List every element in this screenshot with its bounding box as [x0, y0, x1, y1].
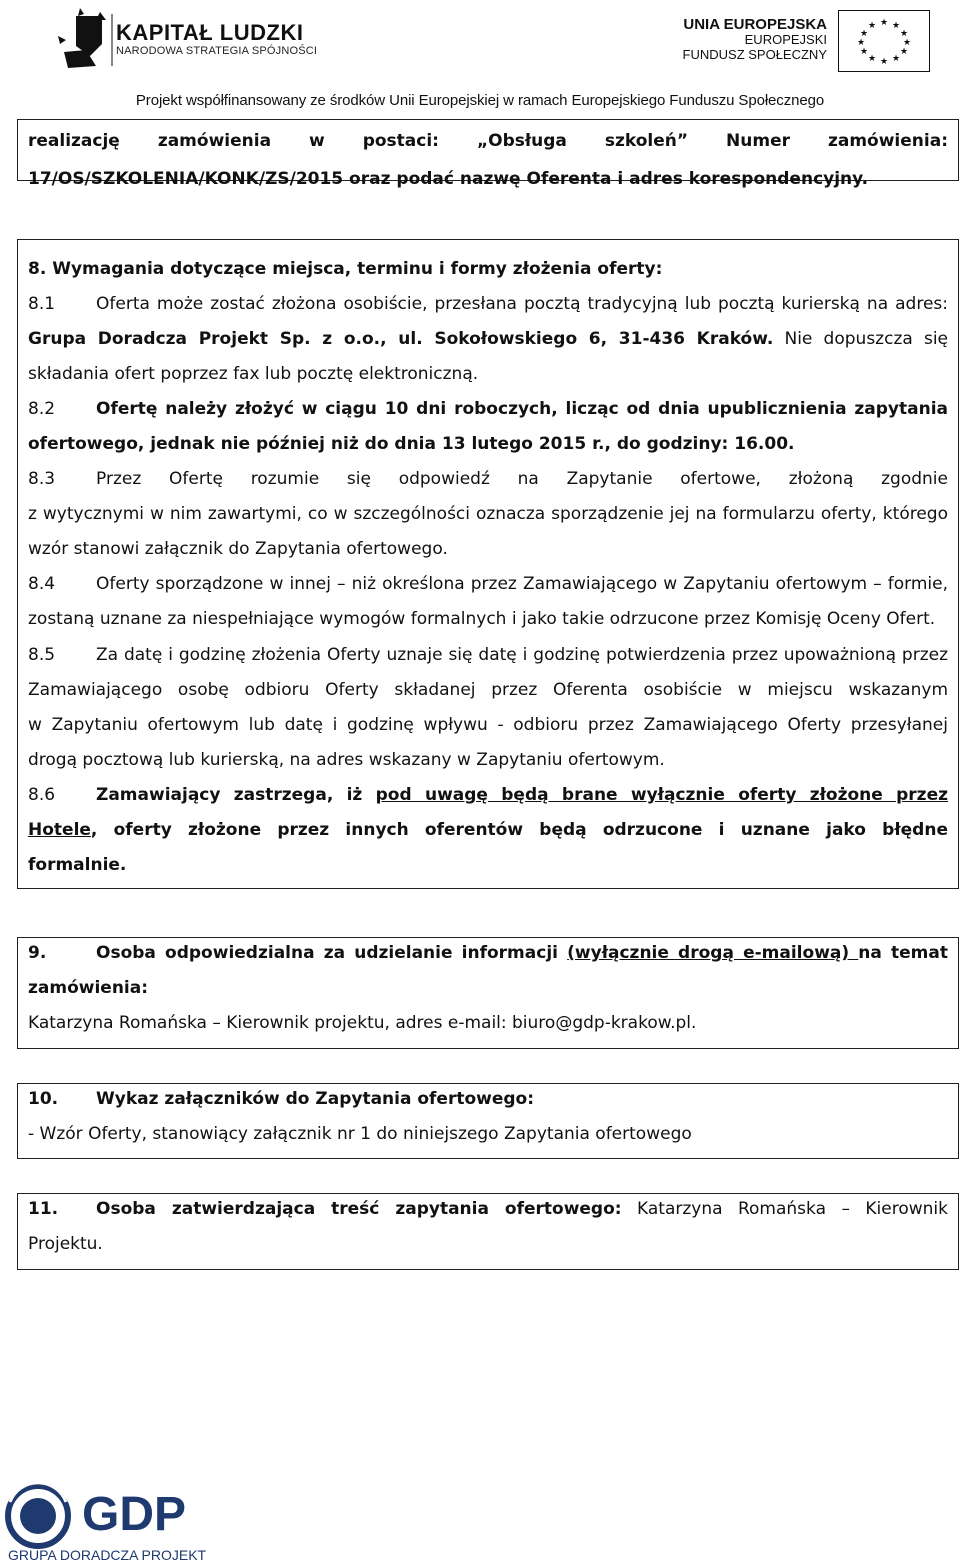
eu-flag-icon: [838, 10, 930, 72]
section-8-5-line2: Zamawiającego osobę odbioru Oferty składanej przez Oferenta osobiście w miejscu wskazanym: [28, 680, 948, 700]
section-11-number: 11.: [28, 1199, 59, 1219]
section-10-item: - Wzór Oferty, stanowiący załącznik nr 1 do niniejszego Zapytania ofertowego: [28, 1124, 692, 1144]
svg-text:★: ★: [891, 21, 901, 31]
svg-text:★: ★: [856, 38, 866, 48]
section-8-6-line1: [28, 785, 948, 805]
section-8-6-line2: [28, 820, 948, 840]
section-8-3-number: 8.3: [28, 469, 56, 489]
section-8-6-text: Zamawiający zastrzega, iż: [96, 785, 376, 805]
section-9-title-text: Osoba odpowiedzialna za udzielanie informacji: [96, 943, 568, 963]
section-8-5-text: Za datę i godzinę złożenia Oferty uznaje się datę i godzinę potwierdzenia przez upoważnioną przez: [96, 645, 948, 665]
section-11-value: Katarzyna Romańska – Kierownik: [621, 1199, 948, 1219]
section-8-2-line1: [28, 399, 948, 419]
hotels-underlined: Hotele: [28, 820, 91, 840]
svg-text:★: ★: [879, 57, 889, 67]
gdp-logo-icon: [0, 1460, 240, 1566]
section-9-contact: Katarzyna Romańska – Kierownik projektu, adres e-mail: biuro@gdp-krakow.pl.: [28, 1013, 697, 1033]
section-11-title: Osoba zatwierdzająca treść zapytania ofertowego:: [96, 1199, 622, 1219]
section-8-6-line3: formalnie.: [28, 855, 127, 875]
ue-fund-line2: FUNDUSZ SPOŁECZNY: [682, 47, 827, 62]
section-9-number: 9.: [28, 943, 47, 963]
section-9-title: [28, 943, 948, 963]
section-8-4-text: Oferty sporządzone w innej – niż określona przez Zamawiającego w Zapytaniu ofertowym – formie,: [96, 574, 948, 594]
section-8-title: 8. Wymagania dotyczące miejsca, terminu i formy złożenia oferty:: [28, 259, 663, 279]
email-only-underlined: (wyłącznie drogą e-mailową): [567, 943, 859, 963]
svg-text:★: ★: [867, 54, 877, 64]
submission-address: Grupa Doradcza Projekt Sp. z o.o., ul. Sokołowskiego 6, 31-436 Kraków.: [28, 329, 774, 349]
section-8-1-text: Oferta może zostać złożona osobiście, przesłana pocztą tradycyjną lub pocztą kurierską na adres:: [96, 294, 948, 314]
ue-title: UNIA EUROPEJSKA: [683, 16, 827, 33]
svg-text:★: ★: [879, 18, 889, 28]
kapital-ludzki-title: KAPITAŁ LUDZKI: [116, 20, 304, 45]
section-8-1-line2: [28, 329, 948, 349]
gdp-logo-subtitle: GRUPA DORADCZA PROJEKT: [8, 1547, 207, 1563]
svg-text:★: ★: [859, 47, 869, 57]
section-8-3-line3: wzór stanowi załącznik do Zapytania ofertowego.: [28, 539, 448, 559]
svg-text:★: ★: [902, 38, 912, 48]
section-8-2-text: Ofertę należy złożyć w ciągu 10 dni roboczych, licząc od dnia upublicznienia zapytania: [96, 399, 948, 419]
section-8-4-line2: zostaną uznane za niespełniające wymogów formalnych i jako takie odrzucone przez Komisję Oceny Ofert.: [28, 609, 936, 629]
section-8-3-line2: z wytycznymi w nim zawartymi, co w szczególności oznacza sporządzenie jej na formularzu oferty, którego: [28, 504, 948, 524]
section-8-4-line1: [28, 574, 948, 594]
section-8-1-line1: [28, 294, 948, 314]
gdp-logo-text: GDP: [82, 1488, 187, 1541]
section-10-title: [28, 1089, 948, 1109]
section-8-1-line3: składania ofert poprzez fax lub pocztę elektroniczną.: [28, 364, 479, 384]
svg-text:★: ★: [899, 47, 909, 57]
section-8-2-line2: ofertowego, jednak nie później niż do dnia 13 lutego 2015 r., do godziny: 16.00.: [28, 434, 795, 454]
section-10-number: 10.: [28, 1089, 59, 1109]
section-9-title-line2: zamówienia:: [28, 978, 149, 998]
section-8-4-number: 8.4: [28, 574, 56, 594]
section-8-6-text-rest: , oferty złożone przez innych oferentów będą odrzucone i uznane jako błędne: [90, 820, 948, 840]
section-8-6-number: 8.6: [28, 785, 56, 805]
section-8-5-line1: [28, 645, 948, 665]
kapital-ludzki-subtitle: NARODOWA STRATEGIA SPÓJNOŚCI: [116, 45, 318, 57]
section-11-line2: Projektu.: [28, 1234, 103, 1254]
svg-text:★: ★: [867, 21, 877, 31]
order-reference-line1: realizację zamówienia w postaci: „Obsługa szkoleń” Numer zamówienia:: [28, 131, 948, 151]
section-8-5-number: 8.5: [28, 645, 56, 665]
section-9-title-end: na temat: [858, 943, 948, 963]
svg-text:★: ★: [899, 29, 909, 39]
page-header: [0, 0, 960, 116]
ue-fund-line1: EUROPEJSKI: [744, 32, 827, 47]
section-11-line1: [28, 1199, 948, 1219]
section-10-title-text: Wykaz załączników do Zapytania ofertowego:: [96, 1089, 535, 1109]
order-reference-line2: 17/OS/SZKOLENIA/KONK/ZS/2015 oraz podać nazwę Oferenta i adres korespondencyjny.: [28, 169, 869, 189]
section-8-5-line3: w Zapytaniu ofertowym lub datę i godzinę wpływu - odbioru przez Zamawiającego Oferty przesyłanej: [28, 715, 948, 735]
section-8-1-number: 8.1: [28, 294, 56, 314]
svg-text:★: ★: [891, 54, 901, 64]
section-8-3-text: Przez Ofertę rozumie się odpowiedź na Zapytanie ofertowe, złożoną zgodnie: [96, 469, 948, 489]
section-8-6-underlined: pod uwagę będą brane wyłącznie oferty złożone przez: [375, 785, 948, 805]
section-8-3-line1: [28, 469, 948, 489]
section-8-5-line4: drogą pocztową lub kurierską, na adres wskazany w Zapytaniu ofertowym.: [28, 750, 665, 770]
section-8-1-text-rest: Nie dopuszcza się: [773, 329, 948, 349]
svg-text:★: ★: [859, 29, 869, 39]
section-8-2-number: 8.2: [28, 399, 56, 419]
project-cofinancing-line: Projekt współfinansowany ze środków Unii Europejskiej w ramach Europejskiego Funduszu Społecznego: [135, 92, 825, 109]
